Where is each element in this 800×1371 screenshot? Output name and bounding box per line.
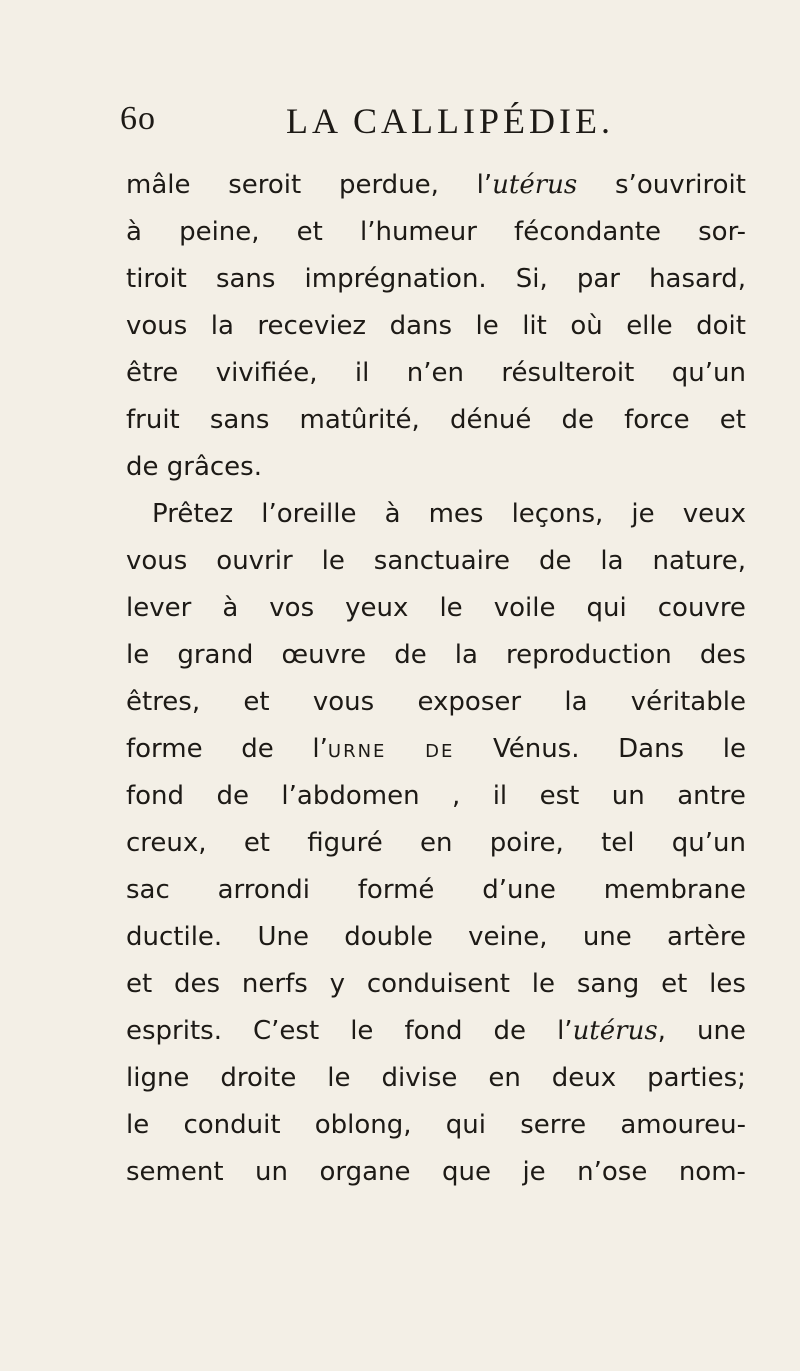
text-line: forme de l’urne de Vénus. Dans le [126,734,746,764]
running-title: LA CALLIPÉDIE. [286,101,614,141]
text-line: le conduit oblong, qui serre amoureu- [126,1110,746,1140]
body-text [126,162,746,1196]
text-line: être vivifiée, il n’en résulteroit qu’un [126,358,746,388]
text-line: sement un organe que je n’ose nom- [126,1157,746,1187]
text-line: le grand œuvre de la reproduction des [126,640,746,670]
text-line: fruit sans matûrité, dénué de force et [126,405,746,435]
text-line [126,444,746,491]
page-number: 6o [120,100,156,137]
text-line: creux, et figuré en poire, tel qu’un [126,828,746,858]
text-line: vous ouvrir le sanctuaire de la nature, [126,546,746,576]
text-line: êtres, et vous exposer la véritable [126,687,746,717]
text-line: et des nerfs y conduisent le sang et les [126,969,746,999]
text-line: fond de l’abdomen , il est un antre [126,781,746,811]
text-line: Prêtez l’oreille à mes leçons, je veux [152,499,746,529]
text-line: tiroit sans imprégnation. Si, par hasard, [126,264,746,294]
text-line: lever à vos yeux le voile qui couvre [126,593,746,623]
text-line: ductile. Une double veine, une artère [126,922,746,952]
text-line: vous la receviez dans le lit où elle doit [126,311,746,341]
text-line: ligne droite le divise en deux parties; [126,1063,746,1093]
text-line: sac arrondi formé d’une membrane [126,875,746,905]
text-line: mâle seroit perdue, l’utérus s’ouvriroit [126,170,746,200]
text-segment: de grâces. [126,452,262,482]
text-line: à peine, et l’humeur fécondante sor- [126,217,746,247]
text-line: esprits. C’est le fond de l’utérus, une [126,1016,746,1046]
page-header [108,100,728,160]
